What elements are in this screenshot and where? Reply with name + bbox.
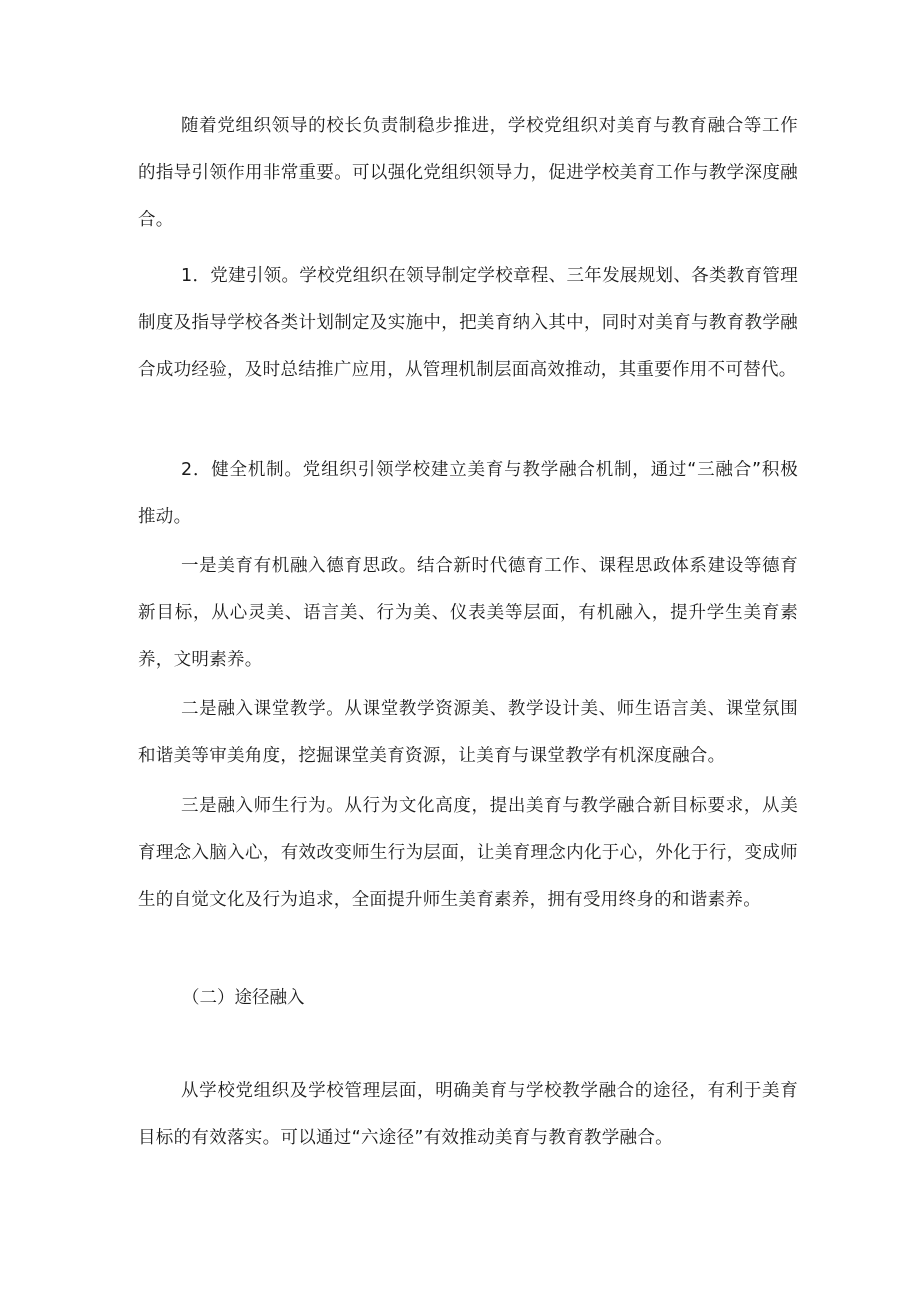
paragraph-party-leadership: 1．党建引领。学校党组织在领导制定学校章程、三年发展规划、各类教育管理制度及指导学校各类计划制定及实施中，把美育纳入其中，同时对美育与教育教学融合成功经验，及时总结推广应用，从管理机制层面高效推动，其重要作用不可替代。 (138, 266, 798, 380)
paragraph-mechanism: 2．健全机制。党组织引领学校建立美育与教学融合机制，通过“三融合”积极推动。 (138, 460, 798, 527)
section-heading: （二）途径融入 (182, 988, 305, 1008)
paragraph-moral-education: 一是美育有机融入德育思政。结合新时代德育工作、课程思政体系建设等德育新目标，从心灵美、语言美、行为美、仪表美等层面，有机融入，提升学生美育素养，文明素养。 (138, 556, 798, 670)
paragraph-pathways: 从学校党组织及学校管理层面，明确美育与学校教学融合的途径，有利于美育目标的有效落实。可以通过“六途径”有效推动美育与教育教学融合。 (138, 1081, 798, 1148)
paragraph-classroom: 二是融入课堂教学。从课堂教学资源美、教学设计美、师生语言美、课堂氛围和谐美等审美角度，挖掘课堂美育资源，让美育与课堂教学有机深度融合。 (138, 699, 798, 766)
paragraph-intro: 随着党组织领导的校长负责制稳步推进，学校党组织对美育与教育融合等工作的指导引领作用非常重要。可以强化党组织领导力，促进学校美育工作与教学深度融合。 (138, 116, 798, 230)
paragraph-behavior: 三是融入师生行为。从行为文化高度，提出美育与教学融合新目标要求，从美育理念入脑入心，有效改变师生行为层面，让美育理念内化于心，外化于行，变成师生的自觉文化及行为追求，全面提升师生美育素养，拥有受用终身的和谐素养。 (138, 796, 798, 910)
